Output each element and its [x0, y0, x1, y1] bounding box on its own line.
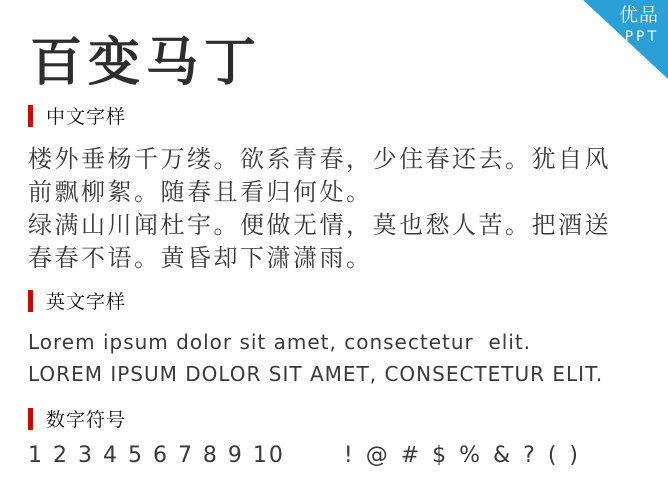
section-label-english: 英文字样: [46, 291, 127, 313]
red-marker-bar: [28, 105, 33, 127]
chinese-sample-line-1: 楼外垂杨千万缕。欲系青春，少住春还去。犹自风: [28, 145, 611, 173]
ribbon-brand-subtitle: PPT: [624, 28, 659, 45]
numbers-sample-text: [28, 443, 581, 468]
section-label-numbers: 数字符号: [46, 409, 127, 431]
ribbon-brand-name: 优品: [618, 4, 659, 26]
section-label-chinese: 中文字样: [46, 106, 127, 128]
chinese-sample-line-2: 前飘柳絮。随春且看归何处。: [28, 178, 373, 206]
corner-ribbon-badge: [582, 0, 668, 80]
section-header-english: [28, 289, 126, 312]
numbers-group: 1 2 3 4 5 6 7 8 9 10: [28, 443, 285, 468]
chinese-sample-line-3: 绿满山川闻杜宇。便做无情，莫也愁人苦。把酒送: [28, 211, 611, 239]
red-marker-bar: [28, 290, 33, 312]
ribbon-text: [619, 5, 659, 45]
font-name-title: 百变马丁: [30, 33, 263, 93]
section-header-numbers: [28, 407, 126, 430]
section-header-chinese: [28, 104, 126, 127]
symbols-group: ! @ # $ % & ? ( ): [343, 443, 582, 468]
english-sample-line-uppercase: LOREM IPSUM DOLOR SIT AMET, CONSECTETUR ELIT.: [28, 362, 604, 386]
chinese-sample-text: [28, 143, 611, 275]
red-marker-bar: [28, 408, 33, 430]
chinese-sample-line-4: 春春不语。黄昏却下潇潇雨。: [28, 244, 373, 272]
english-sample-line-lowercase: Lorem ipsum dolor sit amet, consectetur elit.: [28, 330, 532, 354]
english-sample-text: [28, 326, 603, 390]
